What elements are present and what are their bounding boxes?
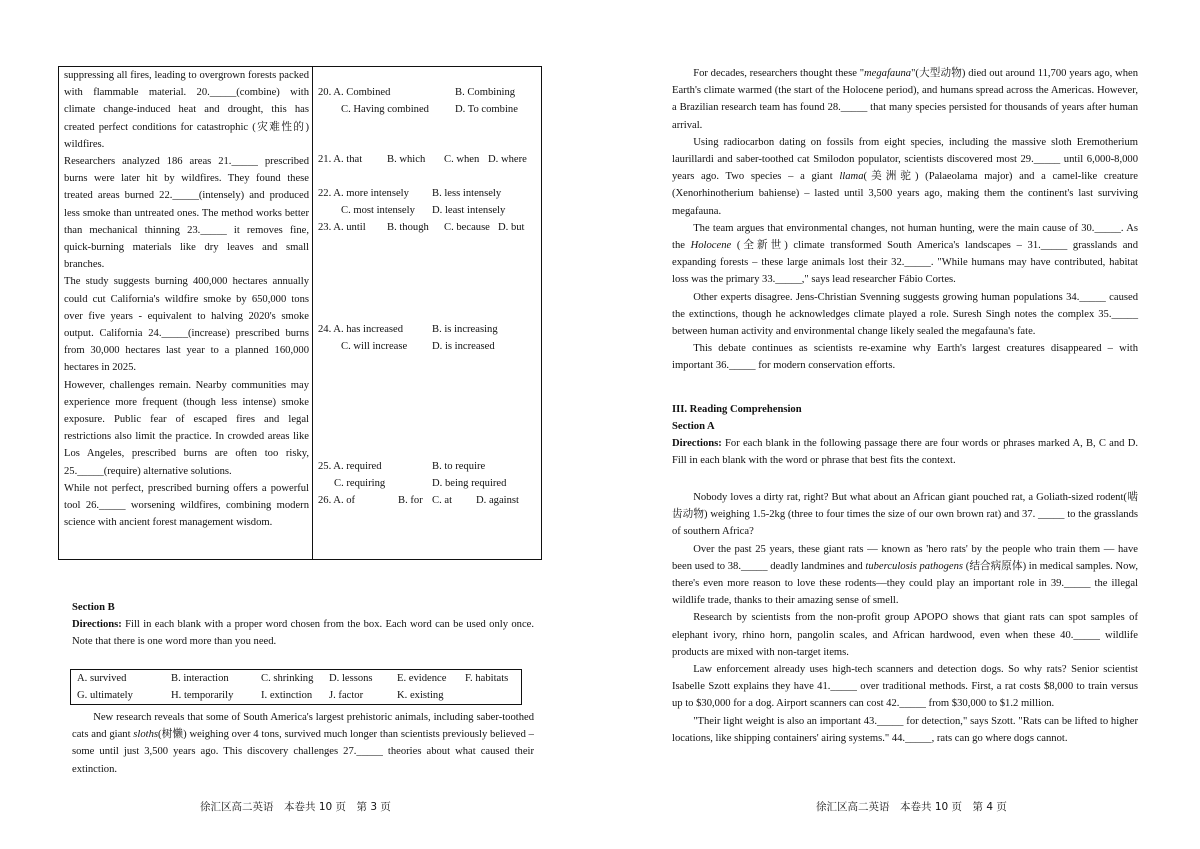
cloze-paragraph-4: However, challenges remain. Nearby communities may experience more frequent (though less intense) smoke exposure. Public fear of escaped fires and legal restrictions also limit the practice. In crowded areas like Los Angeles, prescribed burns are often too risky, 25._____(require) alternative solutions.: [64, 379, 309, 477]
paragraph-5: This debate continues as scientists re-examine why Earth's largest creatures disappeared – with important 36._____ for modern conservation efforts.: [672, 343, 1138, 372]
option-25b: B. to require: [432, 461, 486, 472]
option-23b: B. though: [387, 222, 429, 233]
paragraph-1: [672, 65, 1138, 134]
italic-term: sloths: [133, 729, 159, 741]
italic-term: llama: [839, 171, 864, 183]
option-24a: 24. A. has increased: [318, 324, 404, 335]
italic-term: megafauna: [864, 68, 912, 79]
options-q22: [318, 185, 540, 219]
option-23a: 23. A. until: [318, 222, 366, 233]
text-run: Using radiocarbon dating on fossils from eight species, including the massive sloth Eremotherium laurillardi and saber-toothed cat Smilodon populator, scientists discovered most 29._____ until 6,000-8,000 years ago. Two species – a giant: [672, 136, 1138, 183]
text-run: "(大型动物) died out around 11,700 years ago, when Earth's climate warmed (the start of the Holocene period), and humans spread across the Americas. However, a Brazilian research team has found 28._____ that many species persisted for thousands of years after human arrival.: [672, 68, 1138, 131]
passage-hero-rats: [672, 489, 1138, 747]
option-20b: B. Combining: [455, 87, 516, 98]
option-26a: 26. A. of: [318, 495, 356, 506]
word-b: B. interaction: [171, 673, 229, 684]
section-b-directions: [72, 616, 534, 650]
option-26c: C. at: [432, 495, 453, 506]
paragraph-3: [672, 220, 1138, 289]
option-25d: D. being required: [432, 478, 507, 489]
options-q21: [318, 151, 540, 185]
options-q23: [318, 219, 540, 253]
exam-page-4: [600, 0, 1200, 849]
text-run: Over the past 25 years, these giant rats — known as 'hero rats' by the people who train them — have been used to 38._____ deadly landmines and: [672, 543, 1138, 572]
word-i: I. extinction: [261, 690, 313, 701]
option-21d: D. where: [488, 154, 527, 165]
option-22d: D. least intensely: [432, 205, 506, 216]
part-three-title: III. Reading Comprehension: [672, 404, 802, 415]
option-25a: 25. A. required: [318, 461, 382, 472]
option-21a: 21. A. that: [318, 154, 363, 165]
option-23c: C. because: [444, 222, 490, 233]
option-22b: B. less intensely: [432, 188, 502, 199]
paragraph-r1: Nobody loves a dirty rat, right? But what about an African giant pouched rat, a Goliath-sized rodent(啮齿动物) weighing 1.5-2kg (three to four times the size of our own brown rat) and 37. _____ to the grasslands of southern Africa?: [672, 492, 1138, 538]
column-divider: [312, 67, 313, 559]
word-k: K. existing: [397, 690, 444, 701]
word-bank-box: [70, 669, 522, 705]
page-footer: 徐汇区高二英语 本卷共 10 页 第 4 页: [816, 801, 1007, 813]
option-20c: C. Having combined: [341, 104, 429, 115]
cloze-paragraph-3: The study suggests burning 400,000 hectares annually could cut California's wildfire smoke by 650,000 tons over five years - equivalent to halving 2020's smoke output. California 24._____(increase) prescribed burns from 30,000 hectares last year to a planned 160,000 hectares in 2025.: [64, 276, 309, 374]
word-g: G. ultimately: [77, 690, 133, 701]
text-run: (结合病原体) in medical samples. Now, there's even more reason to love these rodents—they could play an important role in 39._____ the illegal wildlife trade, thanks to their amazing sense of smell.: [672, 560, 1139, 607]
section-a-directions: [672, 435, 1138, 469]
word-d: D. lessons: [329, 673, 373, 684]
options-column: [318, 67, 540, 559]
directions-label: Directions:: [72, 619, 122, 630]
option-22a: 22. A. more intensely: [318, 188, 409, 199]
italic-term: tuberculosis pathogens: [865, 560, 964, 572]
text-run: The team argues that environmental changes, not human hunting, were the main cause of 30._____. As the: [672, 222, 1138, 252]
text-run: (美洲驼) (Palaeolama major) and a camel-like creature (Xenorhinotherium bahiense) – lasted until 3,500 years ago, making them the continent's last surviving megafauna.: [672, 171, 1138, 217]
paragraph-r2: [672, 541, 1138, 610]
section-b-title: Section B: [72, 602, 115, 613]
option-23d: D. but: [498, 222, 525, 233]
text-run: (树懒) weighing over 4 tons, survived much longer than scientists previously believed – some until just 3,500 years ago. This discovery challenges 27._____ theories about what caused their extinction.: [72, 729, 534, 775]
option-26b: B. for: [398, 495, 423, 506]
option-26d: D. against: [476, 495, 519, 506]
option-21c: C. when: [444, 154, 480, 165]
text-run: (全新世) climate transformed South America's landscapes – 31._____ grasslands and expanding forests – these large animals lost their 32._____. "While humans may have contributed, habitat loss was the primary 33._____," says lead researcher Fábio Cortes.: [672, 240, 1138, 286]
page-footer: 徐汇区高二英语 本卷共 10 页 第 3 页: [200, 801, 391, 813]
option-24b: B. is increasing: [432, 324, 498, 335]
directions-text: Fill in each blank with a proper word chosen from the box. Each word can be used only once. Note that there is one word more than you need.: [72, 619, 534, 648]
paragraph-r3: Research by scientists from the non-profit group APOPO shows that giant rats can spot samples of elephant ivory, rhino horn, pangolin scales, and African hardwood, even when these 40._____ wildlife products are mixed with non-target items.: [672, 612, 1138, 658]
options-q26: [318, 492, 540, 526]
text-run: For decades, researchers thought these ": [693, 68, 865, 79]
paragraph-r4: Law enforcement already uses high-tech scanners and detection dogs. So why rats? Senior scientist Isabelle Szott explains they have 41._____ over traditional methods. First, a rat costs $8,000 to train versus up to $30,000 for a dog. Airport scanners can cost 42._____ from $30,000 to $1.2 million.: [672, 664, 1138, 710]
option-25c: C. requiring: [334, 478, 386, 489]
option-20d: D. To combine: [455, 104, 518, 115]
options-q20: [318, 84, 540, 118]
cloze-paragraph-2: Researchers analyzed 186 areas 21._____ prescribed burns were later hit by wildfires. They found these treated areas burned 22._____(intensely) and produced less smoke than untreated ones. The method works better than mechanical thinning 23._____ it removes fine, quick-burning materials like dry leaves and small branches.: [64, 156, 309, 271]
word-f: F. habitats: [465, 673, 509, 684]
paragraph-4: Other experts disagree. Jens-Christian Svenning suggests growing human populations 34._____ caused the extinctions, though he acknowledges climate played a role. Suresh Singh notes the complex 35._____ between human activity and environmental change likely sealed the megafauna's fate.: [672, 291, 1138, 338]
passage-megafauna: [672, 65, 1138, 375]
word-e: E. evidence: [397, 673, 447, 684]
word-c: C. shrinking: [261, 673, 314, 684]
cloze-passage: [64, 67, 309, 531]
option-20a: 20. A. Combined: [318, 87, 391, 98]
cloze-paragraph-1: suppressing all fires, leading to overgrown forests packed with flammable material. 20._____(combine) with climate change-induced heat and drought, this has created perfect conditions for catastrophic (灾难性的) wildfires.: [64, 70, 309, 150]
word-a: A. survived: [77, 673, 127, 684]
paragraph-r5: "Their light weight is also an important 43._____ for detection," says Szott. "Rats can be lifted to higher locations, like shipping containers' airing systems." 44._____, rats can go where dogs cannot.: [672, 715, 1138, 744]
text-run: New research reveals that some of South America's largest prehistoric animals, including saber-toothed cats and giant: [72, 712, 534, 741]
word-h: H. temporarily: [171, 690, 234, 701]
option-22c: C. most intensely: [341, 205, 415, 216]
word-j: J. factor: [329, 690, 364, 701]
options-q25: [318, 458, 540, 492]
cloze-paragraph-5: While not perfect, prescribed burning offers a powerful tool 26._____ worsening wildfires, combining modern science with ancient forest management wisdom.: [64, 482, 309, 529]
section-b-paragraph-1: [72, 709, 534, 778]
option-21b: B. which: [387, 154, 426, 165]
cloze-table: [58, 66, 542, 560]
directions-label: Directions:: [672, 438, 722, 449]
directions-text: For each blank in the following passage there are four words or phrases marked A, B, C and D. Fill in each blank with the word or phrase that best fits the context.: [672, 438, 1138, 467]
paragraph-2: [672, 134, 1138, 220]
option-24d: D. is increased: [432, 341, 495, 352]
section-a-title: Section A: [672, 421, 715, 432]
option-24c: C. will increase: [341, 341, 408, 352]
options-q24: [318, 321, 540, 355]
italic-term: Holocene: [690, 240, 732, 252]
